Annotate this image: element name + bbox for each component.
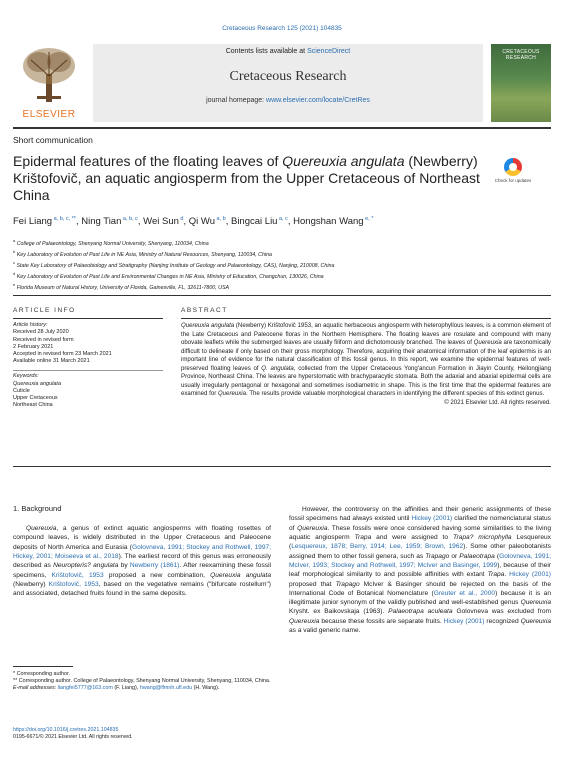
footnote-emails bbox=[13, 685, 271, 692]
history-label: Article history: bbox=[13, 322, 48, 328]
affiliation-text: Key Laboratory of Evolution of Past Life in NE Asia, Ministry of Natural Resources, Shenyang, 110034, China bbox=[16, 251, 272, 258]
author-name: Fei Liang bbox=[13, 216, 53, 228]
article-info bbox=[13, 322, 163, 410]
author-affil-sup[interactable]: a, c bbox=[277, 216, 288, 222]
affiliation-key: d bbox=[13, 271, 16, 277]
taxon: Quereuxia bbox=[520, 599, 551, 607]
abstract-rule bbox=[181, 318, 551, 319]
text-seg: as a valid generic name. bbox=[289, 627, 361, 635]
author[interactable] bbox=[189, 216, 226, 227]
abstract-taxon: Q. angulata bbox=[261, 364, 294, 372]
citation-link[interactable]: Hickey (2001) bbox=[411, 515, 453, 523]
text-seg: , a genus of extinct aquatic angiosperms with floating rosettes of compound leaves, is widely distributed in the Upper Cretaceous and Paleocene deposits of North America and Eurasia ( bbox=[13, 525, 271, 551]
author-name: Qi Wu bbox=[188, 216, 215, 228]
affiliation-text: State Key Laboratory of Palaeobiology and Stratigraphy (Nanjing Institute of Geology and Palaeontology, CAS), Nanjing, 210008, China bbox=[16, 262, 335, 269]
email-link[interactable]: liangfei5777@163.com bbox=[57, 685, 113, 692]
sciencedirect-link[interactable]: ScienceDirect bbox=[307, 48, 351, 55]
elsevier-logo[interactable] bbox=[13, 44, 85, 122]
issn-line: 0195-6671/© 2021 Elsevier Ltd. All rights reserved. bbox=[13, 734, 133, 741]
abstract-seg: . The results provide valuable morphological characters in identifying the different species of this extinct genus. bbox=[246, 390, 545, 397]
abstract-seg: (Newberry) Krištofovič 1953, an aquatic herbaceous angiosperm with heterophyllous leaves, is a common element of the Late Cretaceous and Paleocene floras in the Northern Hemisphere. The floating leaves are rosulate and compound with many obovate leaflets while the submerged leaves are usually filiform and dichotomously branched. The leaves of bbox=[181, 322, 551, 346]
article-title bbox=[13, 153, 483, 204]
text-seg: and were assigned to bbox=[371, 533, 453, 541]
taxon: Quereuxia bbox=[26, 525, 57, 532]
abstract-heading: ABSTRACT bbox=[181, 307, 228, 314]
affiliation-key: b bbox=[13, 249, 16, 255]
footnotes bbox=[13, 671, 271, 693]
email-link[interactable]: hwang@flmnh.ufl.edu bbox=[139, 685, 193, 692]
author[interactable] bbox=[231, 216, 288, 227]
taxon: Neuropteris? angulata bbox=[53, 562, 119, 570]
journal-homepage-line bbox=[93, 97, 483, 104]
text-seg: ). The earliest record of this genus was erroneously described as bbox=[13, 553, 271, 570]
text-seg: because these fossils are separate fruits. bbox=[319, 617, 444, 625]
text-seg: . bbox=[504, 571, 510, 579]
title-taxon: Quereuxia angulata bbox=[282, 153, 405, 169]
citation-link[interactable]: Hickey (2001) bbox=[509, 571, 551, 579]
masthead-divider bbox=[13, 127, 551, 129]
keyword: Northeast China bbox=[13, 402, 53, 409]
title-part2: (Newberry) Krištofovič, an aquatic angiosperm from the Upper Cretaceous of Northeast China bbox=[13, 153, 480, 203]
affiliation-text: College of Palaeontology, Shenyang Normal University, Shenyang, 110034, China bbox=[16, 240, 209, 247]
abstract-taxon: Quereuxia bbox=[473, 339, 502, 346]
author-name: Bingcai Liu bbox=[230, 216, 278, 228]
doi-link[interactable]: https://doi.org/10.1016/j.cretres.2021.104835 bbox=[13, 727, 119, 733]
abstract-seg: are taxonomically difficult to delineate if only based on their gross morphology. Therefore, acquiring their anatomical information of the leaf epidermis is an important line of evidence for the natural classification of this fossil genus. In this report, we examine the epidermal features of well-preserved floating leaves of bbox=[181, 339, 551, 372]
taxon: Palaeotrapa aculeata bbox=[388, 608, 453, 616]
affiliation-key: a bbox=[13, 238, 16, 243]
author-list: Fei Liang $^{a, b, c, **}$, Ning Tian $^{a, b, c}$, Wei Sun $^d$, Qi Wu $^{a, b}$, Bingcai Liu $^{a, c}$, Hongshan Wang $^{e, *}$ bbox=[13, 216, 374, 228]
affiliation-key: e bbox=[13, 282, 16, 288]
taxon: Trapa? microphylla bbox=[452, 533, 512, 541]
author-affil-sup[interactable]: a, b, c bbox=[121, 216, 138, 222]
text-seg: ) because it is an illegitimate junior synonym of the validly published and well-established genus bbox=[289, 589, 551, 607]
history-line: Accepted in revised form 23 March 2021 bbox=[13, 351, 112, 358]
text-seg: by bbox=[118, 562, 130, 570]
affiliation bbox=[13, 248, 551, 259]
text-seg: (Newberry) bbox=[13, 581, 49, 589]
cover-title: CRETACEOUS RESEARCH bbox=[502, 49, 540, 61]
text-seg: ), because of their leaf morphological similarity to and possible affinities with extant bbox=[289, 561, 552, 579]
email-owner: (F. Liang), bbox=[112, 685, 140, 692]
citation-link[interactable]: Newberry (1861) bbox=[129, 562, 180, 570]
abstract-text bbox=[181, 322, 551, 407]
keyword: Quereuxia angulata bbox=[13, 380, 62, 387]
author-affil-sup[interactable]: e, * bbox=[363, 216, 374, 222]
affiliation bbox=[13, 237, 551, 248]
check-for-updates-button[interactable] bbox=[492, 158, 534, 190]
history-line: Received in revised form bbox=[13, 336, 74, 343]
author[interactable] bbox=[81, 216, 138, 227]
keyword: Upper Cretaceous bbox=[13, 395, 58, 402]
text-seg: However, the controversy on the affinities and their generic assignments of these fossil specimens had always existed until bbox=[289, 506, 551, 523]
elsevier-wordmark: ELSEVIER bbox=[22, 109, 76, 120]
author[interactable] bbox=[143, 216, 183, 227]
affiliation-text: Florida Museum of Natural History, University of Florida, Gainesville, FL, 32611-7800, USA bbox=[16, 285, 230, 292]
taxon: Trapa bbox=[354, 533, 372, 541]
affiliations bbox=[13, 237, 551, 292]
history-line: 2 February 2021 bbox=[13, 343, 54, 350]
text-seg: proposed a new combination, bbox=[103, 571, 211, 579]
article-type: Short communication bbox=[13, 135, 93, 145]
citation-link[interactable]: Golovneva, 1991; Stockey and Rothwell, 1997; Hickey, 2001; Moiseeva et al., 2018 bbox=[13, 543, 272, 561]
journal-masthead bbox=[13, 40, 551, 125]
title-part1: Epidermal features of the floating leaves of bbox=[13, 153, 283, 169]
abstract-seg: , collected from the Upper Cretaceous Yong'ancun Formation in Jiayin County, Heilongjiang Province, Northeast China. The leaves are hyperstomatic with brachyparacytic stomata. Both the adaxial and abaxial epidermal cells are usually irregularly pentagonal or hexagonal and sometimes isodiametric in shape. This is the first time that the epidermal features are examined for bbox=[181, 364, 551, 397]
citation-link[interactable]: Hickey (2001) bbox=[443, 617, 485, 625]
taxon: Trapago bbox=[335, 580, 360, 588]
journal-title: Cretaceous Research bbox=[229, 69, 347, 84]
taxon: Quereuxia bbox=[289, 617, 320, 625]
contents-available-line bbox=[93, 48, 483, 55]
text-seg: ). Some other paleobotanists assigned them to other fossil genera, such as bbox=[289, 543, 551, 560]
info-rule bbox=[13, 318, 163, 319]
footnote-corresponding-2: ** Corresponding author. College of Palaeontology, Shenyang Normal University, Shenyang, 110034, China. bbox=[13, 678, 271, 685]
citation-link[interactable]: Krištofovič, 1953 bbox=[51, 571, 104, 579]
text-seg: McIver & Basinger should be rejected on the basis of the International Code of Botanical Nomenclature ( bbox=[289, 580, 551, 597]
text-seg: . These fossils were once considered having some similarities to the living aquatic angiosperm bbox=[289, 524, 551, 541]
affiliation-text: Key Laboratory of Evolution of Past Life and Environmental Changes in NE Asia, Ministry of Education, Changchun, 130026, China bbox=[16, 273, 324, 280]
front-divider bbox=[13, 295, 551, 296]
author[interactable] bbox=[293, 216, 373, 227]
taxon: Quereuxia bbox=[297, 524, 328, 532]
email-owner: (H. Wang). bbox=[192, 685, 220, 692]
text-seg: . After reexamining these fossil specimens, bbox=[13, 562, 271, 579]
text-seg: proposed that bbox=[289, 580, 336, 588]
taxon: Trapa bbox=[487, 571, 505, 579]
citation-link[interactable]: Golovneva, 1991; McIver, 1993; Stockey and Rothwell, 1997; McIver and Basinger, 1999 bbox=[289, 552, 551, 569]
text-seg: clarified the nomenclatural status of bbox=[289, 515, 551, 532]
author[interactable] bbox=[13, 216, 76, 227]
check-updates-label: Check for updates bbox=[494, 178, 532, 183]
affiliation bbox=[13, 270, 551, 281]
author-name: Ning Tian bbox=[81, 216, 122, 228]
affiliation bbox=[13, 281, 551, 292]
citation-link[interactable]: Krištofovič, 1953 bbox=[48, 581, 99, 589]
body-right-column bbox=[289, 505, 551, 635]
text-seg: or bbox=[449, 552, 460, 560]
author-affil-sup[interactable]: d bbox=[178, 216, 184, 222]
author-affil-sup[interactable]: a, b, c, ** bbox=[52, 216, 76, 222]
body-left-column bbox=[13, 524, 271, 599]
author-name: Hongshan Wang bbox=[293, 216, 364, 228]
check-updates-icon bbox=[504, 158, 522, 176]
taxon: Palaeotrapa bbox=[459, 552, 495, 560]
contents-prefix: Contents lists available at bbox=[225, 48, 308, 55]
journal-cover-thumbnail[interactable] bbox=[491, 44, 551, 122]
taxon: Quereuxia bbox=[520, 617, 551, 625]
taxon: Quereuxia angulata bbox=[210, 571, 271, 579]
section-heading-background: 1. Background bbox=[13, 504, 62, 513]
text-seg: recognized bbox=[484, 617, 521, 625]
homepage-link[interactable]: www.elsevier.com/locate/CretRes bbox=[266, 97, 370, 104]
abstract-bottom-rule bbox=[13, 466, 551, 467]
affiliation bbox=[13, 259, 551, 270]
text-seg: Golovneva was excluded from bbox=[452, 608, 551, 616]
journal-reference[interactable]: Cretaceous Research 125 (2021) 104835 bbox=[222, 25, 342, 32]
info-inner-rule bbox=[13, 370, 163, 371]
abstract-copyright: © 2021 Elsevier Ltd. All rights reserved. bbox=[444, 398, 551, 406]
footnote-corresponding-1: * Corresponding author. bbox=[13, 671, 70, 677]
author-affil-sup[interactable]: a, b bbox=[215, 216, 226, 222]
history-line: Received 28 July 2020 bbox=[13, 329, 69, 336]
abstract-taxon: Quereuxia angulata bbox=[181, 322, 235, 329]
footnote-rule bbox=[13, 666, 73, 667]
keyword: Cuticle bbox=[13, 387, 30, 394]
text-seg: Krysht. ex Baikovskaja (1963). bbox=[289, 608, 389, 616]
homepage-prefix: journal homepage: bbox=[206, 97, 267, 104]
elsevier-tree-icon bbox=[19, 46, 79, 104]
text-seg: , based on the vegetative remains ("bifurcate rostellum") and associated, detached fruits found in the same deposits. bbox=[13, 581, 272, 598]
taxon: Trapago bbox=[425, 552, 450, 560]
text-seg: ( bbox=[494, 552, 500, 560]
history-line: Available online 31 March 2021 bbox=[13, 358, 90, 365]
abstract-taxon: Quereuxia bbox=[217, 390, 247, 397]
keywords-label: Keywords: bbox=[13, 373, 39, 380]
article-info-heading: ARTICLE INFO bbox=[13, 307, 76, 314]
doi-block bbox=[13, 727, 271, 741]
affiliation-key: c bbox=[13, 260, 15, 266]
text-seg: Lesquereux ( bbox=[289, 533, 551, 551]
citation-link[interactable]: Greuter et al., 2000 bbox=[433, 589, 496, 597]
email-label: E-mail addresses: bbox=[13, 685, 58, 692]
author-name: Wei Sun bbox=[143, 216, 179, 228]
citation-link[interactable]: Lesquereux, 1878; Berry, 1914; Lee, 1959; Brown, 1962 bbox=[291, 543, 464, 551]
journal-info-box bbox=[93, 44, 483, 122]
